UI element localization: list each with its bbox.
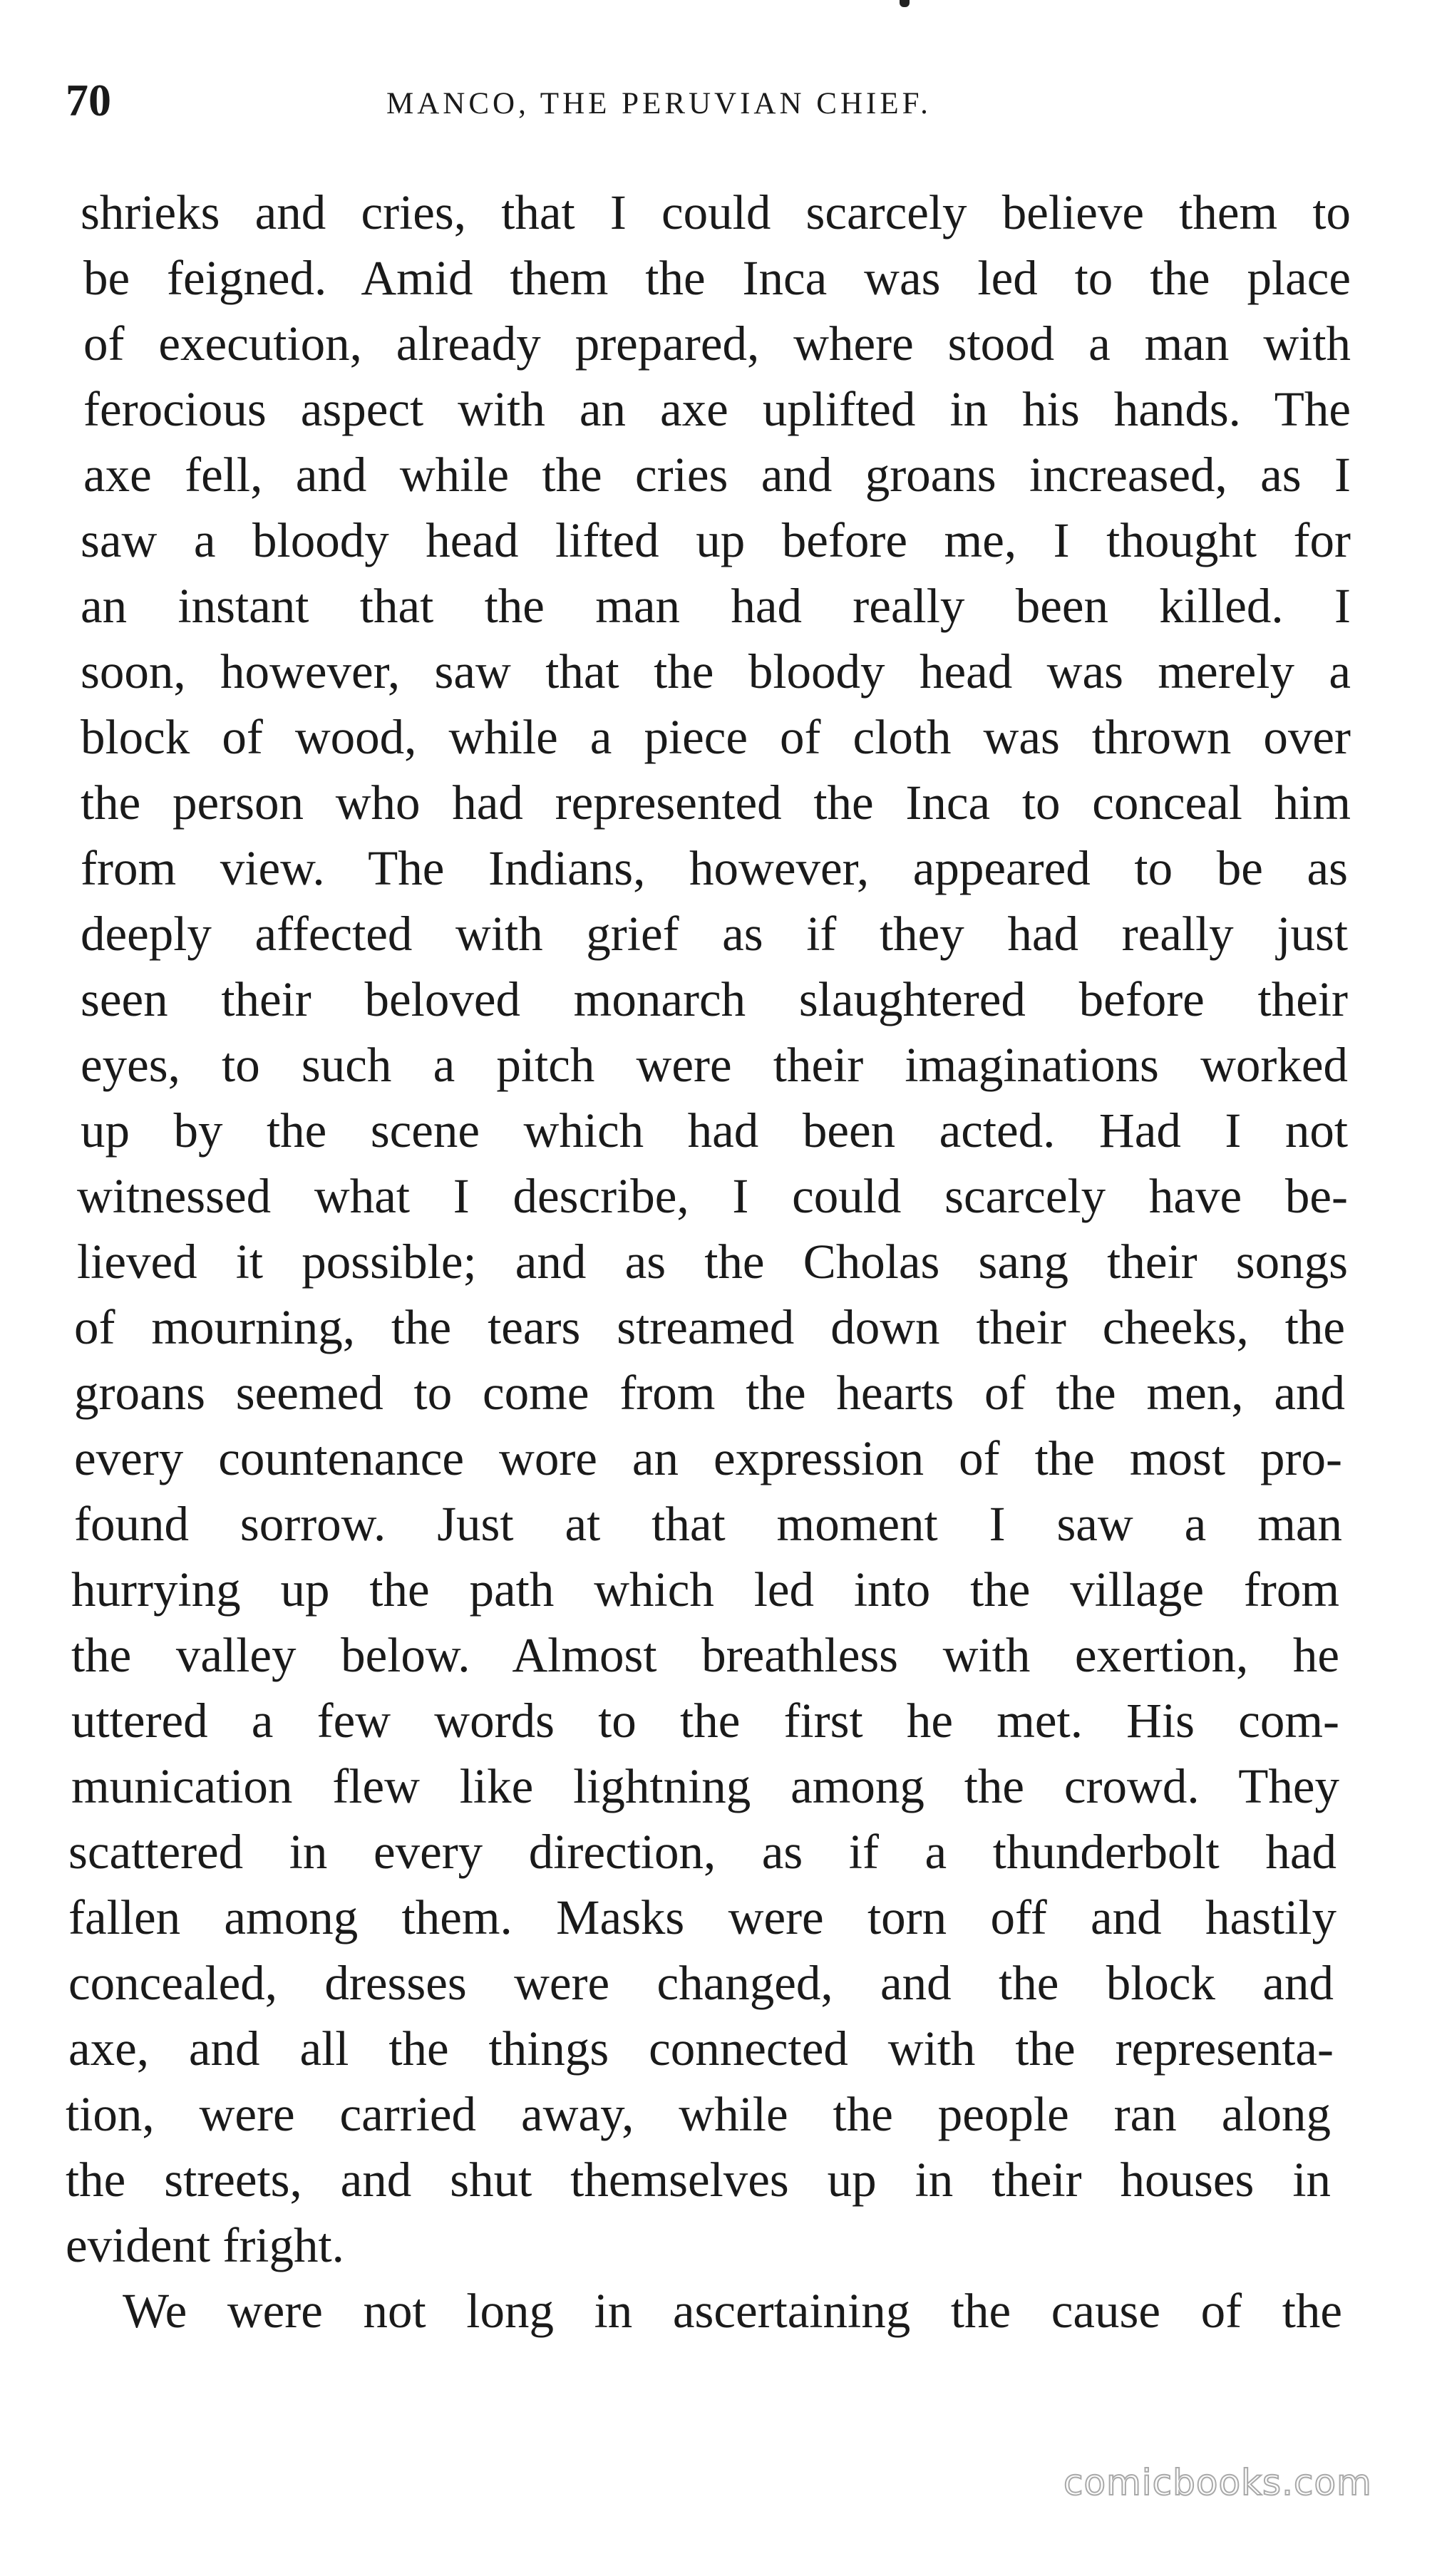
text-line: from view. The Indians, however, appeared to be as	[81, 841, 1348, 895]
text-line: ferocious aspect with an axe uplifted in his hands. The	[83, 382, 1351, 436]
text-line: the valley below. Almost breathless with exertion, he	[71, 1628, 1339, 1682]
text-line: deeply affected with grief as if they had really just	[81, 907, 1348, 961]
text-line: the person who had represented the Inca to conceal him	[81, 776, 1351, 830]
text-line: munication flew like lightning among the crowd. They	[71, 1759, 1339, 1813]
text-line: block of wood, while a piece of cloth was thrown over	[81, 710, 1351, 764]
text-line: of execution, already prepared, where stood a man with	[83, 316, 1351, 371]
text-line: concealed, dresses were changed, and the block and	[68, 1956, 1334, 2010]
text-line: We were not long in ascertaining the cause of the	[123, 2284, 1342, 2338]
text-line: axe, and all the things connected with the representa-	[68, 2021, 1334, 2076]
text-line: shrieks and cries, that I could scarcely believe them to	[81, 185, 1351, 239]
text-line: every countenance wore an expression of the most pro-	[74, 1431, 1342, 1485]
text-line: the streets, and shut themselves up in their houses in	[66, 2153, 1331, 2207]
print-mark	[900, 0, 910, 7]
text-line: soon, however, saw that the bloody head was merely a	[81, 644, 1351, 699]
text-line: fallen among them. Masks were torn off and hastily	[68, 1890, 1336, 1944]
text-line: scattered in every direction, as if a thunderbolt had	[68, 1825, 1336, 1879]
text-line: an instant that the man had really been killed. I	[81, 579, 1351, 633]
text-line: up by the scene which had been acted. Had I not	[81, 1103, 1348, 1158]
text-line: witnessed what I describe, I could scarcely have be-	[77, 1169, 1348, 1223]
text-line: found sorrow. Just at that moment I saw a man	[74, 1497, 1342, 1551]
page-header	[66, 68, 1370, 133]
text-line: lieved it possible; and as the Cholas sang their songs	[77, 1235, 1348, 1289]
running-title: MANCO, THE PERUVIAN CHIEF.	[386, 87, 932, 120]
text-line: be feigned. Amid them the Inca was led to the place	[83, 251, 1351, 305]
text-line: axe fell, and while the cries and groans increased, as I	[83, 448, 1351, 502]
text-line: groans seemed to come from the hearts of the men, and	[74, 1366, 1345, 1420]
text-line: of mourning, the tears streamed down their cheeks, the	[74, 1300, 1345, 1354]
text-line: seen their beloved monarch slaughtered before their	[81, 972, 1348, 1026]
text-line: tion, were carried away, while the people ran along	[66, 2087, 1331, 2141]
site-watermark: comicbooks.com	[1063, 2462, 1372, 2503]
page-number: 70	[66, 75, 111, 125]
text-line: saw a bloody head lifted up before me, I thought for	[81, 513, 1351, 567]
text-line: uttered a few words to the first he met. His com-	[71, 1694, 1339, 1748]
text-line: evident fright.	[66, 2218, 344, 2272]
text-line: hurrying up the path which led into the village from	[71, 1562, 1339, 1617]
text-line: eyes, to such a pitch were their imaginations worked	[81, 1038, 1348, 1092]
